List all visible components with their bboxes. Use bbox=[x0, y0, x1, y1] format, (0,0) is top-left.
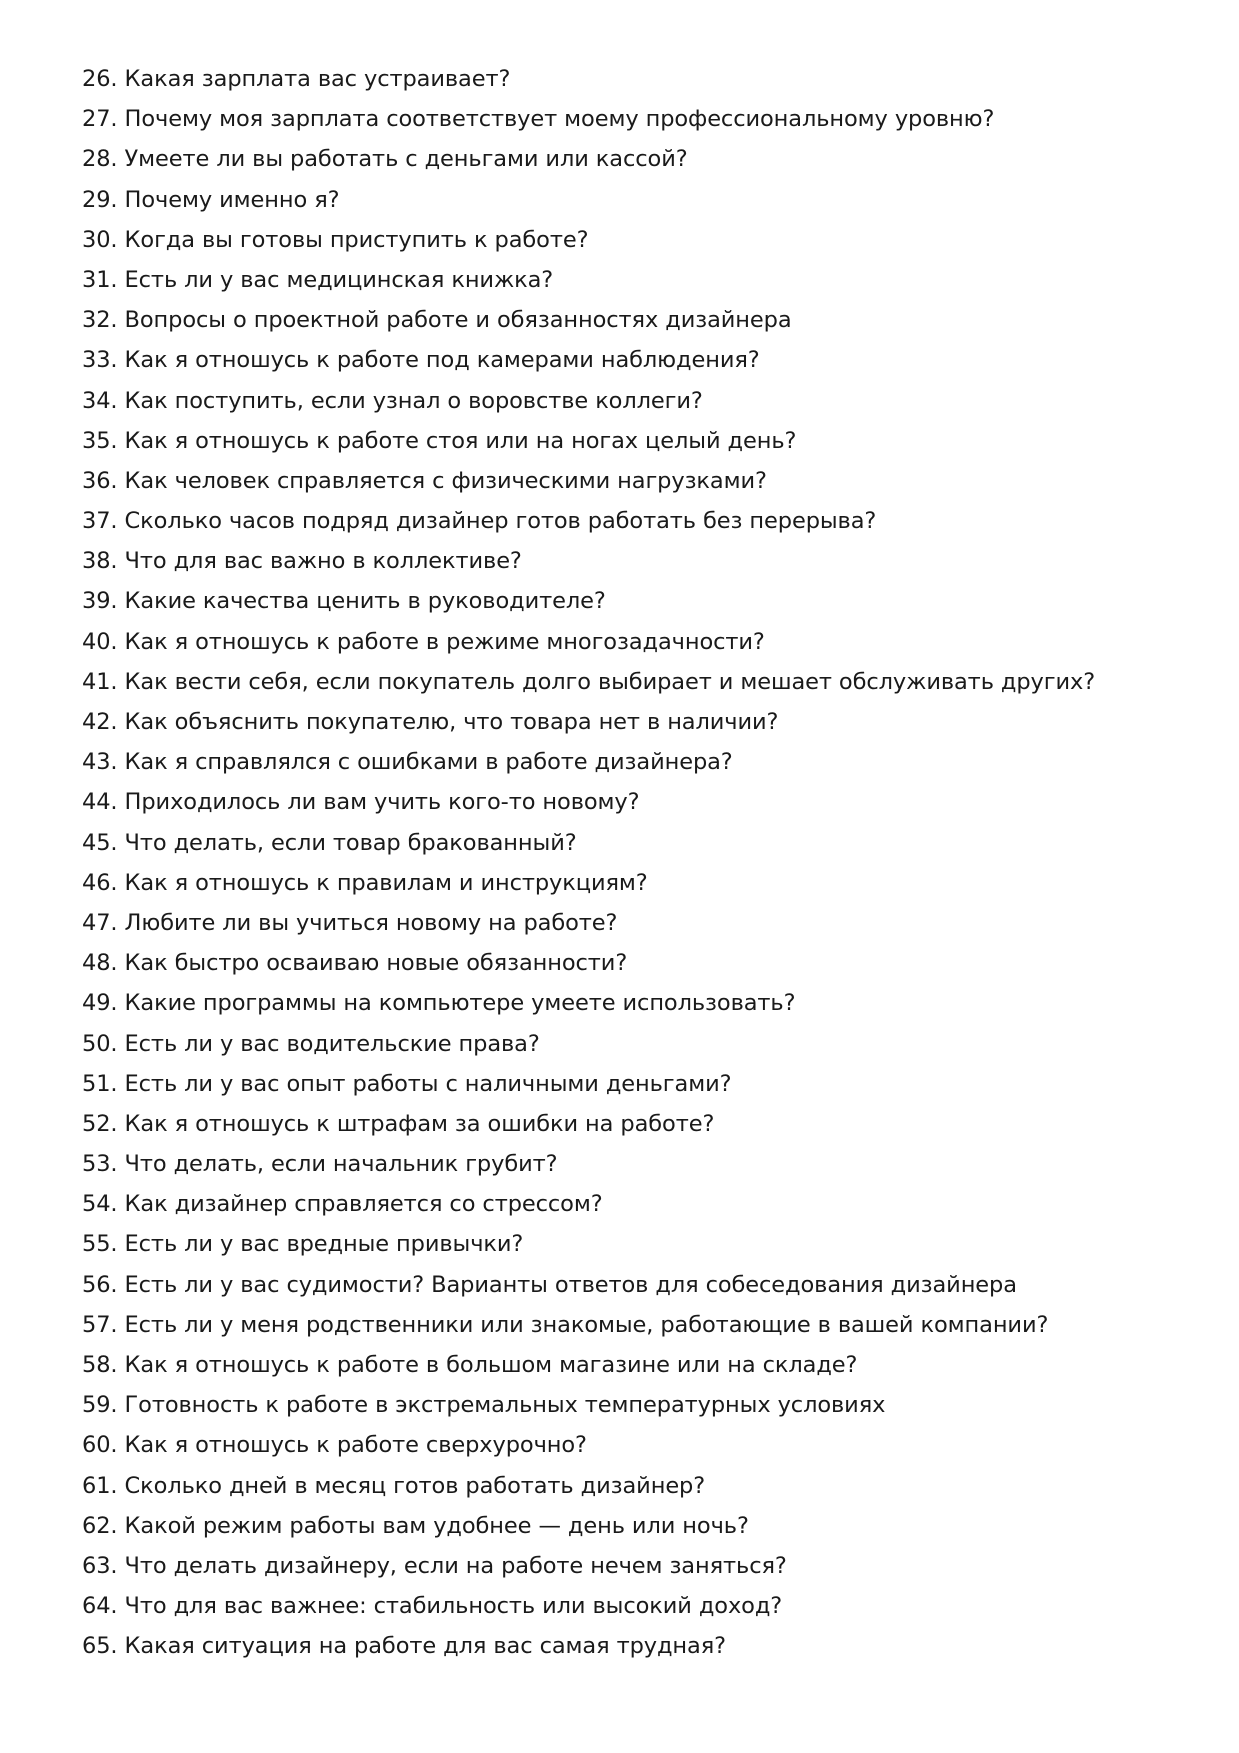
question-item bbox=[82, 340, 1202, 380]
question-number: 35. bbox=[82, 427, 118, 454]
question-number: 34. bbox=[82, 387, 118, 414]
question-number: 32. bbox=[82, 307, 118, 334]
question-number: 56. bbox=[82, 1271, 118, 1298]
question-number: 37. bbox=[82, 508, 118, 535]
question-text: Как я отношусь к работе в режиме многозадачности? bbox=[124, 628, 765, 655]
question-item bbox=[82, 1224, 1202, 1264]
question-item bbox=[82, 1506, 1202, 1546]
question-item bbox=[82, 742, 1202, 782]
question-text: Есть ли у вас водительские права? bbox=[124, 1030, 540, 1057]
question-item bbox=[82, 943, 1202, 983]
question-number: 33. bbox=[82, 347, 118, 374]
question-number: 64. bbox=[82, 1593, 118, 1620]
question-item bbox=[82, 1064, 1202, 1104]
question-number: 58. bbox=[82, 1352, 118, 1378]
question-text: Что делать, если товар бракованный? bbox=[124, 829, 577, 856]
question-text: Есть ли у вас медицинская книжка? bbox=[124, 266, 554, 293]
question-item bbox=[82, 1385, 1202, 1425]
question-item bbox=[82, 59, 1202, 99]
question-number: 26. bbox=[82, 66, 118, 92]
question-number: 53. bbox=[82, 1151, 118, 1178]
question-item bbox=[82, 1144, 1202, 1184]
question-number: 43. bbox=[82, 749, 118, 776]
question-text: Как я отношусь к работе под камерами наблюдения? bbox=[124, 347, 760, 374]
question-item bbox=[82, 139, 1202, 179]
question-text: Почему моя зарплата соответствует моему профессиональному уровню? bbox=[124, 106, 995, 133]
question-item bbox=[82, 220, 1202, 260]
question-number: 61. bbox=[82, 1472, 118, 1499]
question-number: 47. bbox=[82, 909, 118, 936]
question-item bbox=[82, 180, 1202, 220]
question-number: 41. bbox=[82, 668, 118, 695]
question-item bbox=[82, 1546, 1202, 1586]
question-item bbox=[82, 421, 1202, 461]
question-item bbox=[82, 983, 1202, 1023]
question-number: 39. bbox=[82, 588, 118, 615]
question-item bbox=[82, 903, 1202, 943]
question-number: 62. bbox=[82, 1512, 118, 1539]
question-number: 49. bbox=[82, 990, 118, 1017]
question-text: Что делать, если начальник грубит? bbox=[124, 1151, 558, 1178]
question-number: 27. bbox=[82, 106, 118, 133]
question-number: 46. bbox=[82, 869, 118, 896]
question-text: Когда вы готовы приступить к работе? bbox=[124, 226, 589, 253]
question-text: Какие программы на компьютере умеете использовать? bbox=[124, 990, 796, 1017]
question-list bbox=[82, 59, 1202, 1667]
question-text: Какой режим работы вам удобнее — день или ночь? bbox=[124, 1512, 749, 1539]
question-item bbox=[82, 823, 1202, 863]
question-number: 59. bbox=[82, 1392, 118, 1419]
question-text: Как объяснить покупателю, что товара нет в наличии? bbox=[124, 709, 779, 735]
question-item bbox=[82, 1184, 1202, 1224]
question-number: 40. bbox=[82, 628, 118, 655]
question-item bbox=[82, 1466, 1202, 1506]
question-item bbox=[82, 1305, 1202, 1345]
question-number: 60. bbox=[82, 1432, 118, 1459]
question-text: Вопросы о проектной работе и обязанностях дизайнера bbox=[124, 307, 792, 334]
question-text: Есть ли у вас опыт работы с наличными деньгами? bbox=[124, 1070, 732, 1097]
question-item bbox=[82, 782, 1202, 822]
question-number: 30. bbox=[82, 226, 118, 253]
question-item bbox=[82, 260, 1202, 300]
question-text: Сколько часов подряд дизайнер готов работать без перерыва? bbox=[124, 508, 877, 535]
question-item bbox=[82, 1345, 1202, 1385]
question-number: 54. bbox=[82, 1191, 118, 1218]
question-text: Что делать дизайнеру, если на работе нечем заняться? bbox=[124, 1552, 787, 1579]
question-text: Как я отношусь к работе стоя или на ногах целый день? bbox=[124, 427, 797, 454]
question-item bbox=[82, 863, 1202, 903]
question-item bbox=[82, 1626, 1202, 1666]
question-text: Есть ли у вас вредные привычки? bbox=[124, 1231, 524, 1258]
question-text: Как человек справляется с физическими нагрузками? bbox=[124, 467, 767, 494]
question-number: 45. bbox=[82, 829, 118, 856]
question-item bbox=[82, 702, 1202, 742]
question-text: Что для вас важнее: стабильность или высокий доход? bbox=[124, 1593, 783, 1620]
question-text: Как вести себя, если покупатель долго выбирает и мешает обслуживать других? bbox=[124, 668, 1096, 695]
question-item bbox=[82, 501, 1202, 541]
question-text: Есть ли у меня родственники или знакомые, работающие в вашей компании? bbox=[124, 1311, 1049, 1338]
question-number: 57. bbox=[82, 1311, 118, 1338]
question-item bbox=[82, 1265, 1202, 1305]
question-text: Любите ли вы учиться новому на работе? bbox=[124, 909, 618, 936]
question-number: 50. bbox=[82, 1030, 118, 1057]
question-text: Готовность к работе в экстремальных температурных условиях bbox=[124, 1392, 886, 1419]
question-item bbox=[82, 1104, 1202, 1144]
question-number: 36. bbox=[82, 467, 118, 494]
question-number: 29. bbox=[82, 186, 118, 213]
question-number: 31. bbox=[82, 266, 118, 293]
question-text: Как я отношусь к работе сверхурочно? bbox=[124, 1432, 587, 1459]
question-number: 28. bbox=[82, 146, 118, 173]
question-text: Почему именно я? bbox=[124, 186, 340, 213]
question-item bbox=[82, 300, 1202, 340]
question-item bbox=[82, 662, 1202, 702]
question-item bbox=[82, 1586, 1202, 1626]
question-text: Что для вас важно в коллективе? bbox=[124, 548, 522, 575]
question-item bbox=[82, 1425, 1202, 1465]
question-item bbox=[82, 99, 1202, 139]
question-text: Как я отношусь к штрафам за ошибки на работе? bbox=[124, 1110, 715, 1137]
question-item bbox=[82, 622, 1202, 662]
question-text: Как я отношусь к работе в большом магазине или на складе? bbox=[124, 1352, 858, 1378]
question-number: 38. bbox=[82, 548, 118, 575]
question-text: Как поступить, если узнал о воровстве коллеги? bbox=[124, 387, 703, 414]
question-text: Какие качества ценить в руководителе? bbox=[124, 588, 606, 615]
question-text: Какая ситуация на работе для вас самая трудная? bbox=[124, 1633, 727, 1660]
question-text: Как быстро осваиваю новые обязанности? bbox=[124, 950, 628, 977]
question-item bbox=[82, 1024, 1202, 1064]
question-item bbox=[82, 461, 1202, 501]
question-text: Как дизайнер справляется со стрессом? bbox=[124, 1191, 603, 1218]
question-number: 55. bbox=[82, 1231, 118, 1258]
question-number: 52. bbox=[82, 1110, 118, 1137]
question-text: Сколько дней в месяц готов работать дизайнер? bbox=[124, 1472, 706, 1499]
question-number: 51. bbox=[82, 1070, 118, 1097]
question-number: 48. bbox=[82, 950, 118, 977]
question-text: Какая зарплата вас устраивает? bbox=[124, 66, 511, 92]
question-item bbox=[82, 381, 1202, 421]
question-text: Как я отношусь к правилам и инструкциям? bbox=[124, 869, 648, 896]
question-text: Есть ли у вас судимости? Варианты ответов для собеседования дизайнера bbox=[124, 1271, 1017, 1298]
question-number: 42. bbox=[82, 709, 118, 735]
question-number: 63. bbox=[82, 1552, 118, 1579]
question-text: Умеете ли вы работать с деньгами или кассой? bbox=[124, 146, 688, 173]
question-text: Приходилось ли вам учить кого-то новому? bbox=[124, 789, 640, 816]
question-text: Как я справлялся с ошибками в работе дизайнера? bbox=[124, 749, 733, 776]
question-number: 44. bbox=[82, 789, 118, 816]
question-item bbox=[82, 581, 1202, 621]
question-number: 65. bbox=[82, 1633, 118, 1660]
question-item bbox=[82, 541, 1202, 581]
